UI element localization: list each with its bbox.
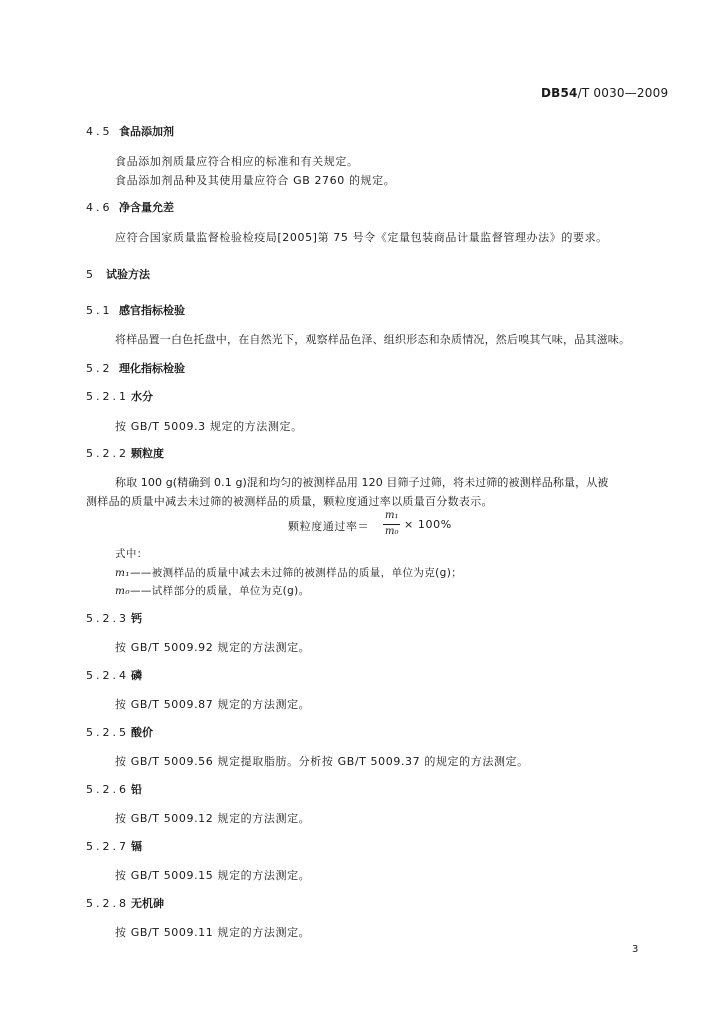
section-number: 5.2.5: [86, 726, 129, 739]
section-title: 镉: [131, 840, 142, 853]
paragraph: 测样品的质量中减去未过筛的被测样品的质量，颗粒度通过率以质量百分数表示。: [86, 495, 493, 508]
definition-text: ——被测样品的质量中减去未过筛的被测样品的质量，单位为克(g)；: [129, 567, 463, 579]
section-title: 感官指标检验: [119, 304, 185, 317]
paragraph: 按 GB/T 5009.15 规定的方法测定。: [115, 869, 311, 882]
document-code-suffix: /T 0030—2009: [577, 86, 669, 100]
section-number: 5.2.3: [86, 612, 129, 625]
section-title: 无机砷: [131, 897, 164, 910]
section-number: 5.2.8: [86, 897, 129, 910]
heading-5-2-4: [86, 667, 142, 683]
section-number: 5: [86, 268, 96, 281]
paragraph: 食品添加剂质量应符合相应的标准和有关规定。: [115, 155, 359, 168]
section-number: 5.2.7: [86, 840, 129, 853]
definition-m1: [115, 565, 462, 580]
paragraph: 称取 100 g(精确到 0.1 g)混和均匀的被测样品用 120 目筛子过筛，将未过筛的被测样品称量，从被: [115, 476, 609, 489]
section-number: 5.1: [86, 304, 113, 317]
heading-5-1: [86, 302, 185, 318]
paragraph: 将样品置一白色托盘中，在自然光下，观察样品色泽、组织形态和杂质情况，然后嗅其气味，品其滋味。: [115, 333, 631, 346]
paragraph: 按 GB/T 5009.3 规定的方法测定。: [115, 420, 303, 433]
heading-5-2-5: [86, 724, 153, 740]
page-number: 3: [632, 944, 639, 955]
formula-rhs: × 100%: [404, 518, 452, 531]
document-code-prefix: DB54: [541, 86, 578, 100]
symbol-m1: m₁: [115, 567, 130, 579]
heading-5-2-6: [86, 781, 142, 797]
heading-4-5: [86, 123, 174, 139]
document-code: [541, 86, 668, 100]
section-number: 5.2.6: [86, 783, 129, 796]
paragraph: 按 GB/T 5009.56 规定提取脂肪。分析按 GB/T 5009.37 的规定的方法测定。: [115, 755, 529, 768]
heading-5-2-1: [86, 388, 153, 404]
paragraph: 按 GB/T 5009.92 规定的方法测定。: [115, 641, 311, 654]
fraction-bar: [383, 524, 400, 525]
section-number: 5.2: [86, 362, 113, 375]
section-number: 5.2.4: [86, 669, 129, 682]
section-title: 水分: [131, 390, 153, 403]
paragraph: 按 GB/T 5009.87 规定的方法测定。: [115, 698, 311, 711]
section-title: 磷: [131, 669, 142, 682]
paragraph: 应符合国家质量监督检验检疫局[2005]第 75 号令《定量包装商品计量监督管理办法》的要求。: [115, 231, 608, 244]
heading-5-2-7: [86, 838, 142, 854]
section-title: 试验方法: [106, 268, 150, 281]
section-title: 钙: [131, 612, 142, 625]
section-title: 食品添加剂: [119, 125, 174, 138]
paragraph: 按 GB/T 5009.12 规定的方法测定。: [115, 812, 311, 825]
paragraph: 食品添加剂品种及其使用量应符合 GB 2760 的规定。: [115, 174, 396, 187]
definition-m0: [115, 583, 310, 598]
section-number: 5.2.2: [86, 447, 129, 460]
heading-5-2-3: [86, 610, 142, 626]
heading-4-6: [86, 199, 174, 215]
section-number: 4.5: [86, 125, 113, 138]
section-title: 理化指标检验: [119, 362, 185, 375]
section-number: 4.6: [86, 201, 113, 214]
heading-5: [86, 266, 150, 282]
section-title: 颗粒度: [131, 447, 164, 460]
symbol-m0: m₀: [115, 585, 130, 597]
formula-numerator: m₁: [385, 510, 399, 521]
section-number: 5.2.1: [86, 390, 129, 403]
heading-5-2: [86, 360, 185, 376]
where-label: 式中：: [115, 548, 148, 560]
definition-text: ——试样部分的质量，单位为克(g)。: [129, 585, 310, 597]
section-title: 净含量允差: [119, 201, 174, 214]
section-title: 铅: [131, 783, 142, 796]
paragraph: 按 GB/T 5009.11 规定的方法测定。: [115, 926, 311, 939]
section-title: 酸价: [131, 726, 153, 739]
formula-denominator: m₀: [385, 526, 399, 537]
heading-5-2-8: [86, 895, 164, 911]
heading-5-2-2: [86, 445, 164, 461]
formula-lhs: 颗粒度通过率＝: [288, 520, 370, 533]
